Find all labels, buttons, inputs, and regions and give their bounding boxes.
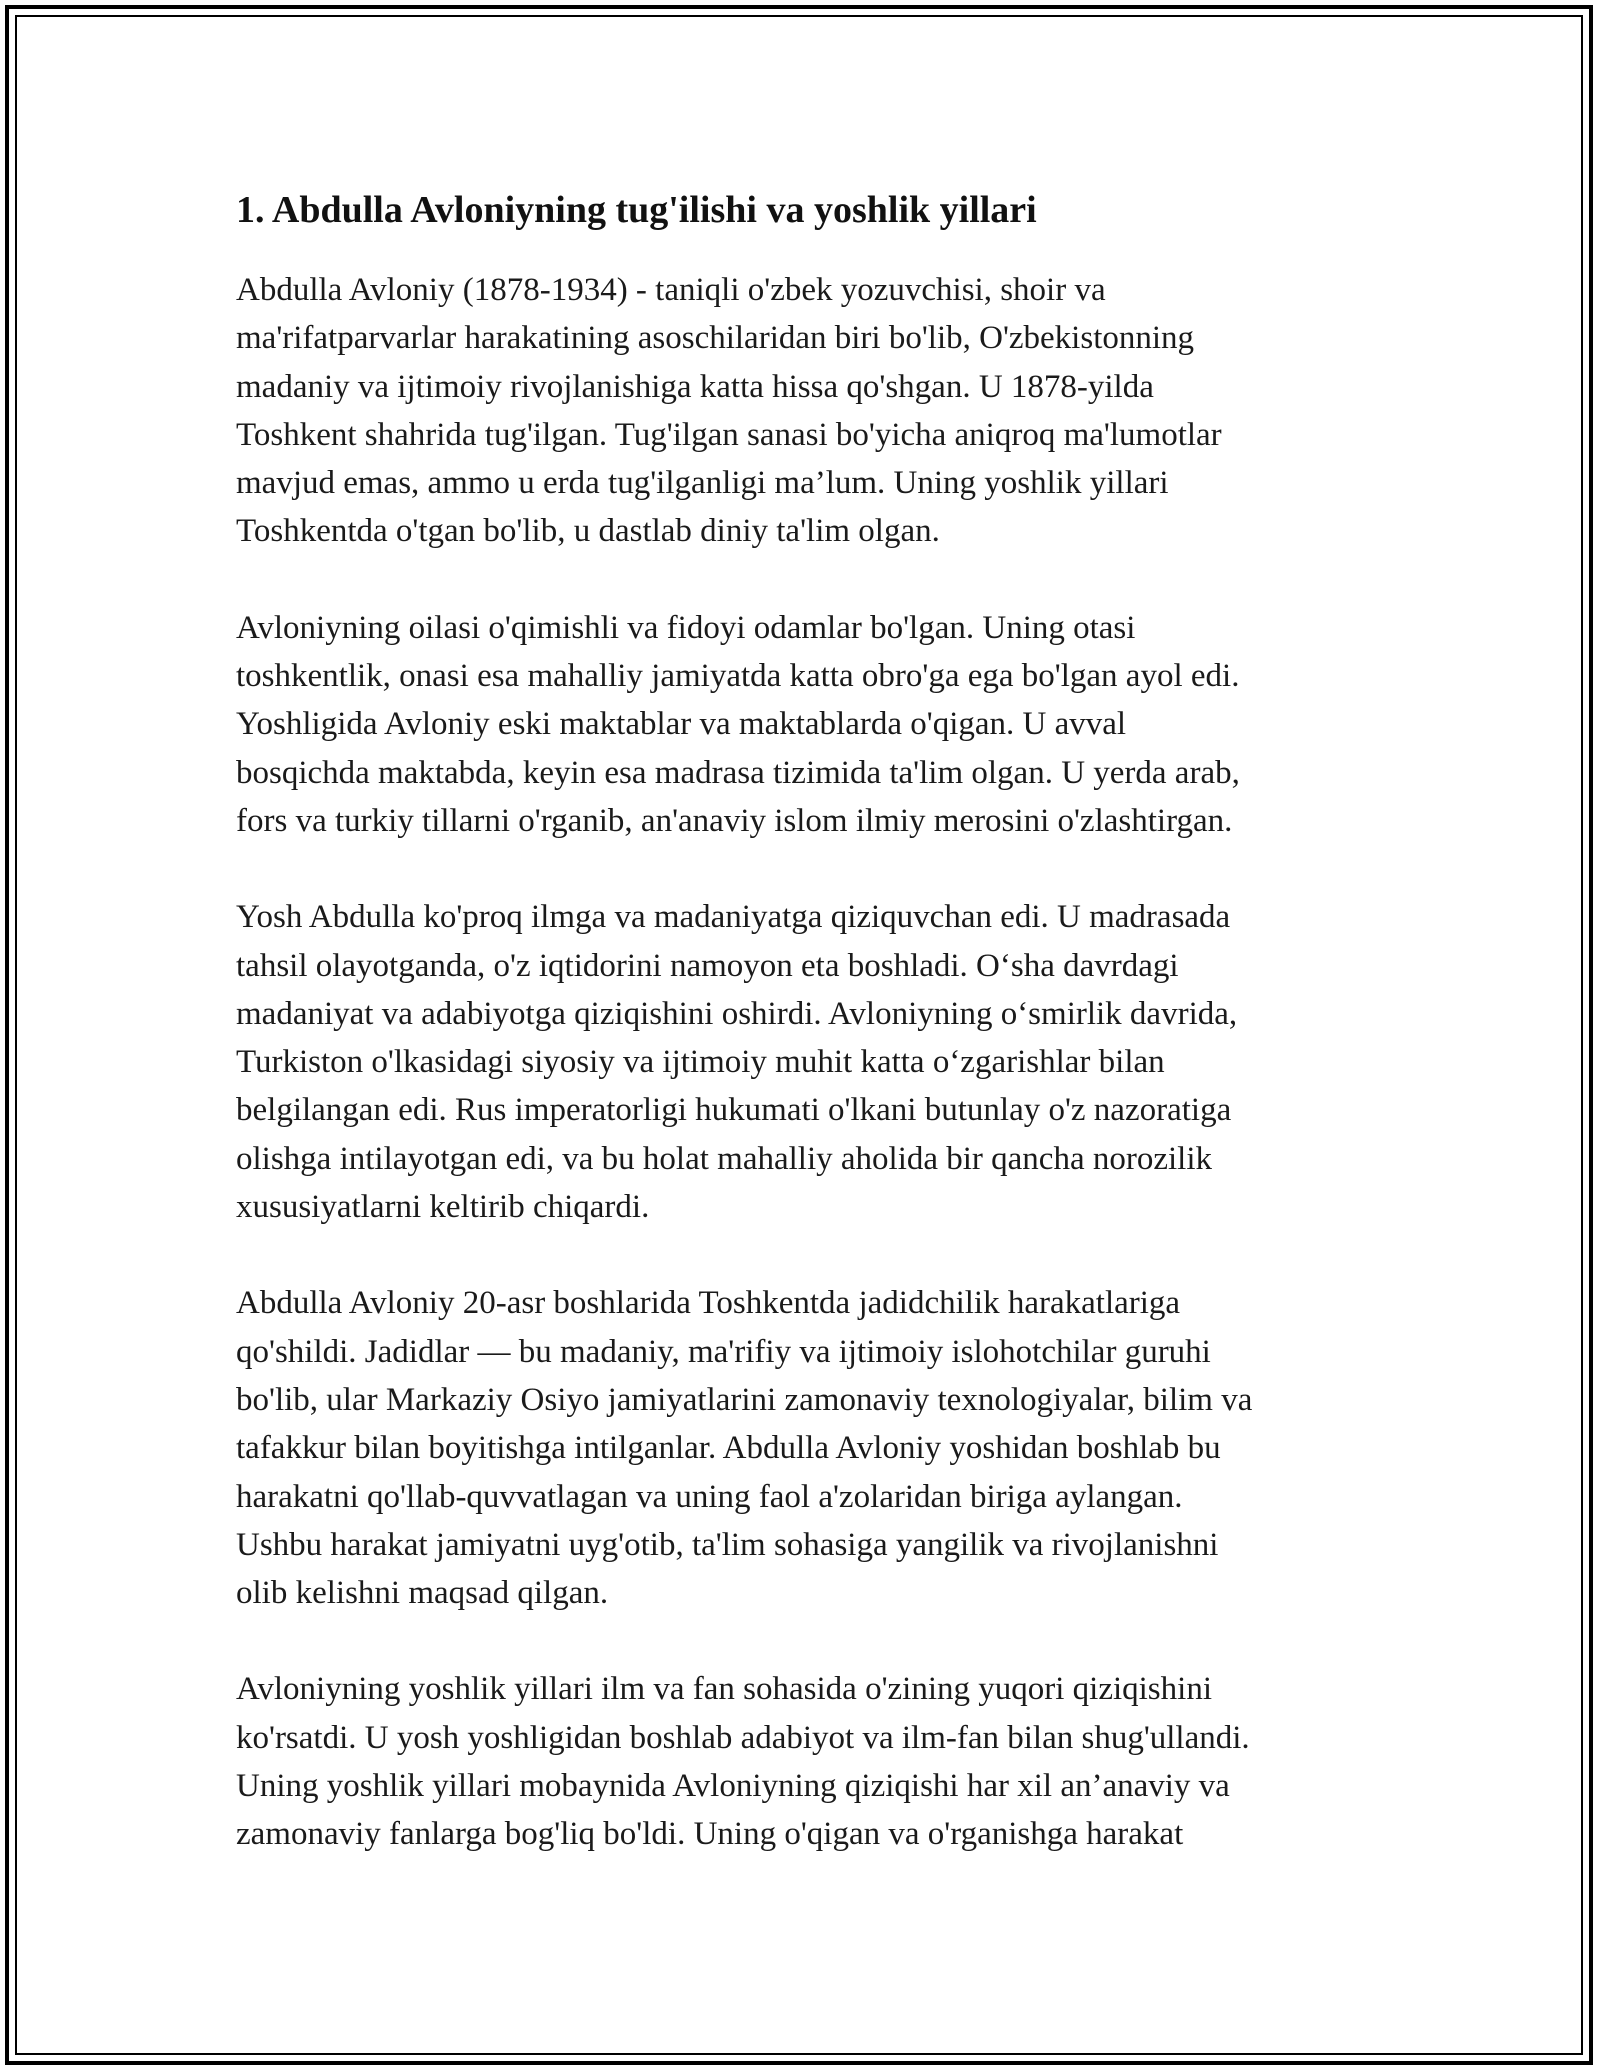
text-line: Avloniyning yoshlik yillari ilm va fan sohasida o'zining yuqori qiziqishini xyxy=(236,1671,1212,1708)
document-body xyxy=(236,266,1386,1859)
text-line: belgilangan edi. Rus imperatorligi hukumati o'lkani butunlay o'z nazoratiga xyxy=(236,1092,1232,1129)
text-line: fors va turkiy tillarni o'rganib, an'anaviy islom ilmiy merosini o'zlashtirgan. xyxy=(236,802,1233,839)
text-line: bo'lib, ular Markaziy Osiyo jamiyatlarini zamonaviy texnologiyalar, bilim va xyxy=(236,1381,1253,1418)
text-line: bosqichda maktabda, keyin esa madrasa tizimida ta'lim olgan. U yerda arab, xyxy=(236,754,1240,791)
text-line: olib kelishni maqsad qilgan. xyxy=(236,1575,609,1612)
text-line: olishga intilayotgan edi, va bu holat mahalliy aholida bir qancha norozilik xyxy=(236,1140,1212,1177)
text-line: ma'rifatparvarlar harakatining asoschilaridan biri bo'lib, O'zbekistonning xyxy=(236,320,1195,357)
text-line: mavjud emas, ammo u erda tug'ilganligi ma’lum. Uning yoshlik yillari xyxy=(236,465,1169,502)
text-line: Abdulla Avloniy 20-asr boshlarida Toshkentda jadidchilik harakatlariga xyxy=(236,1285,1181,1322)
text-line: toshkentlik, onasi esa mahalliy jamiyatda katta obro'ga ega bo'lgan ayol edi. xyxy=(236,658,1240,695)
text-line: Yoshligida Avloniy eski maktablar va maktablarda o'qigan. U avval xyxy=(236,706,1127,743)
text-line: Yosh Abdulla ko'proq ilmga va madaniyatga qiziquvchan edi. U madrasada xyxy=(236,899,1231,936)
text-line: Ushbu harakat jamiyatni uyg'otib, ta'lim sohasiga yangilik va rivojlanishni xyxy=(236,1526,1219,1563)
text-line: xususiyatlarni keltirib chiqardi. xyxy=(236,1189,650,1226)
text-line: Uning yoshlik yillari mobaynida Avloniyning qiziqishi har xil an’anaviy va xyxy=(236,1768,1230,1805)
text-line: Toshkentda o'tgan bo'lib, u dastlab diniy ta'lim olgan. xyxy=(236,513,940,550)
text-line: zamonaviy fanlarga bog'liq bo'ldi. Uning o'qigan va o'rganishga harakat xyxy=(236,1816,1184,1853)
document-page xyxy=(236,186,1386,1907)
paragraph xyxy=(236,1665,1386,1858)
text-line: Abdulla Avloniy (1878-1934) - taniqli o'zbek yozuvchisi, shoir va xyxy=(236,272,1106,308)
text-line: Toshkent shahrida tug'ilgan. Tug'ilgan sanasi bo'yicha aniqroq ma'lumotlar xyxy=(236,416,1222,453)
section-heading: 1. Abdulla Avloniyning tug'ilishi va yoshlik yillari xyxy=(236,189,1037,231)
paragraph xyxy=(236,1279,1386,1617)
text-line: qo'shildi. Jadidlar — bu madaniy, ma'rifiy va ijtimoiy islohotchilar guruhi xyxy=(236,1333,1211,1370)
text-line: Avloniyning oilasi o'qimishli va fidoyi odamlar bo'lgan. Uning otasi xyxy=(236,609,1136,646)
paragraph xyxy=(236,266,1386,556)
paragraph xyxy=(236,604,1386,845)
text-line: madaniyat va adabiyotga qiziqishini oshirdi. Avloniyning o‘smirlik davrida, xyxy=(236,995,1238,1032)
text-line: Turkiston o'lkasidagi siyosiy va ijtimoiy muhit katta o‘zgarishlar bilan xyxy=(236,1044,1165,1081)
text-line: ko'rsatdi. U yosh yoshligidan boshlab adabiyot va ilm-fan bilan shug'ullandi. xyxy=(236,1719,1250,1756)
text-line: madaniy va ijtimoiy rivojlanishiga katta hissa qo'shgan. U 1878-yilda xyxy=(236,368,1154,405)
text-line: tahsil olayotganda, o'z iqtidorini namoyon eta boshladi. O‘sha davrdagi xyxy=(236,947,1179,984)
paragraph xyxy=(236,893,1386,1231)
text-line: harakatni qo'llab-quvvatlagan va uning faol a'zolaridan biriga aylangan. xyxy=(236,1478,1183,1515)
text-line: tafakkur bilan boyitishga intilganlar. Abdulla Avloniy yoshidan boshlab bu xyxy=(236,1430,1221,1467)
